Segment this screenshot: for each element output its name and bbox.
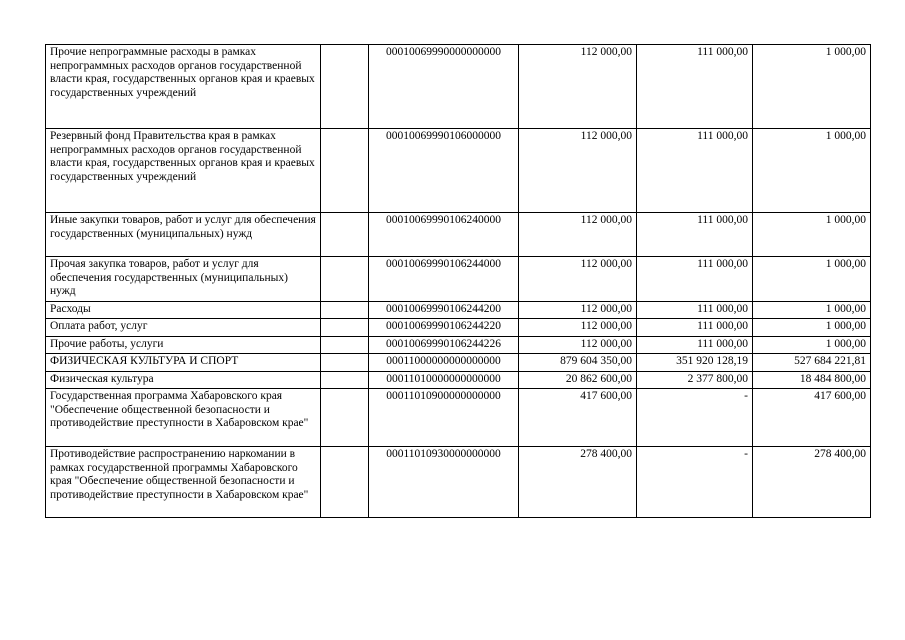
table-row <box>46 447 871 518</box>
table-row <box>46 336 871 354</box>
row-code: 00010069990000000000 <box>369 45 519 129</box>
row-name: Противодействие распространению наркомании в рамках государственной программы Хабаровского края "Обеспечение общественной безопасности и противодействие преступности в Хабаровском крае" <box>46 447 321 518</box>
row-name: Прочие работы, услуги <box>46 336 321 354</box>
row-executed: 111 000,00 <box>637 129 753 213</box>
row-remainder: 1 000,00 <box>753 319 871 337</box>
empty-cell <box>321 301 369 319</box>
row-code: 00010069990106000000 <box>369 129 519 213</box>
row-executed: 111 000,00 <box>637 319 753 337</box>
row-amount: 112 000,00 <box>519 319 637 337</box>
row-code: 00010069990106240000 <box>369 213 519 257</box>
row-remainder: 417 600,00 <box>753 389 871 447</box>
row-executed: - <box>637 389 753 447</box>
row-remainder: 278 400,00 <box>753 447 871 518</box>
table-row <box>46 354 871 372</box>
table-row <box>46 371 871 389</box>
row-remainder: 18 484 800,00 <box>753 371 871 389</box>
row-name: Прочие непрограммные расходы в рамках непрограммных расходов органов государственной власти края, государственных органов края и краевых государственных учреждений <box>46 45 321 129</box>
row-name: Расходы <box>46 301 321 319</box>
row-amount: 278 400,00 <box>519 447 637 518</box>
row-name: Государственная программа Хабаровского края "Обеспечение общественной безопасности и противодействие преступности в Хабаровском крае" <box>46 389 321 447</box>
row-amount: 112 000,00 <box>519 129 637 213</box>
row-name: Иные закупки товаров, работ и услуг для обеспечения государственных (муниципальных) нужд <box>46 213 321 257</box>
table-row <box>46 45 871 129</box>
empty-cell <box>321 447 369 518</box>
row-amount: 112 000,00 <box>519 301 637 319</box>
row-name: Прочая закупка товаров, работ и услуг для обеспечения государственных (муниципальных) нужд <box>46 257 321 302</box>
row-name: ФИЗИЧЕСКАЯ КУЛЬТУРА И СПОРТ <box>46 354 321 372</box>
table-row <box>46 213 871 257</box>
row-code: 00010069990106244220 <box>369 319 519 337</box>
row-amount: 112 000,00 <box>519 257 637 302</box>
empty-cell <box>321 257 369 302</box>
empty-cell <box>321 45 369 129</box>
row-executed: 111 000,00 <box>637 213 753 257</box>
row-amount: 112 000,00 <box>519 336 637 354</box>
empty-cell <box>321 389 369 447</box>
row-remainder: 1 000,00 <box>753 45 871 129</box>
row-executed: 2 377 800,00 <box>637 371 753 389</box>
table-row <box>46 301 871 319</box>
row-executed: 111 000,00 <box>637 336 753 354</box>
row-remainder: 1 000,00 <box>753 213 871 257</box>
budget-table <box>45 44 871 518</box>
row-amount: 417 600,00 <box>519 389 637 447</box>
row-amount: 879 604 350,00 <box>519 354 637 372</box>
row-remainder: 1 000,00 <box>753 336 871 354</box>
row-name: Резервный фонд Правительства края в рамках непрограммных расходов органов государственной власти края, государственных органов края и краевых государственных учреждений <box>46 129 321 213</box>
row-name: Физическая культура <box>46 371 321 389</box>
row-remainder: 1 000,00 <box>753 129 871 213</box>
table-row <box>46 129 871 213</box>
row-executed: 111 000,00 <box>637 45 753 129</box>
budget-report-page <box>45 44 870 518</box>
row-code: 00011010900000000000 <box>369 389 519 447</box>
row-executed: - <box>637 447 753 518</box>
row-code: 00010069990106244200 <box>369 301 519 319</box>
row-amount: 20 862 600,00 <box>519 371 637 389</box>
row-remainder: 1 000,00 <box>753 301 871 319</box>
empty-cell <box>321 354 369 372</box>
row-code: 00011010930000000000 <box>369 447 519 518</box>
empty-cell <box>321 129 369 213</box>
row-name: Оплата работ, услуг <box>46 319 321 337</box>
table-row <box>46 319 871 337</box>
row-code: 00011010000000000000 <box>369 371 519 389</box>
row-code: 00010069990106244226 <box>369 336 519 354</box>
row-executed: 351 920 128,19 <box>637 354 753 372</box>
empty-cell <box>321 213 369 257</box>
table-row <box>46 389 871 447</box>
row-executed: 111 000,00 <box>637 301 753 319</box>
empty-cell <box>321 371 369 389</box>
table-row <box>46 257 871 302</box>
row-amount: 112 000,00 <box>519 213 637 257</box>
row-code: 00010069990106244000 <box>369 257 519 302</box>
empty-cell <box>321 336 369 354</box>
row-amount: 112 000,00 <box>519 45 637 129</box>
row-executed: 111 000,00 <box>637 257 753 302</box>
row-remainder: 1 000,00 <box>753 257 871 302</box>
empty-cell <box>321 319 369 337</box>
row-code: 00011000000000000000 <box>369 354 519 372</box>
row-remainder: 527 684 221,81 <box>753 354 871 372</box>
